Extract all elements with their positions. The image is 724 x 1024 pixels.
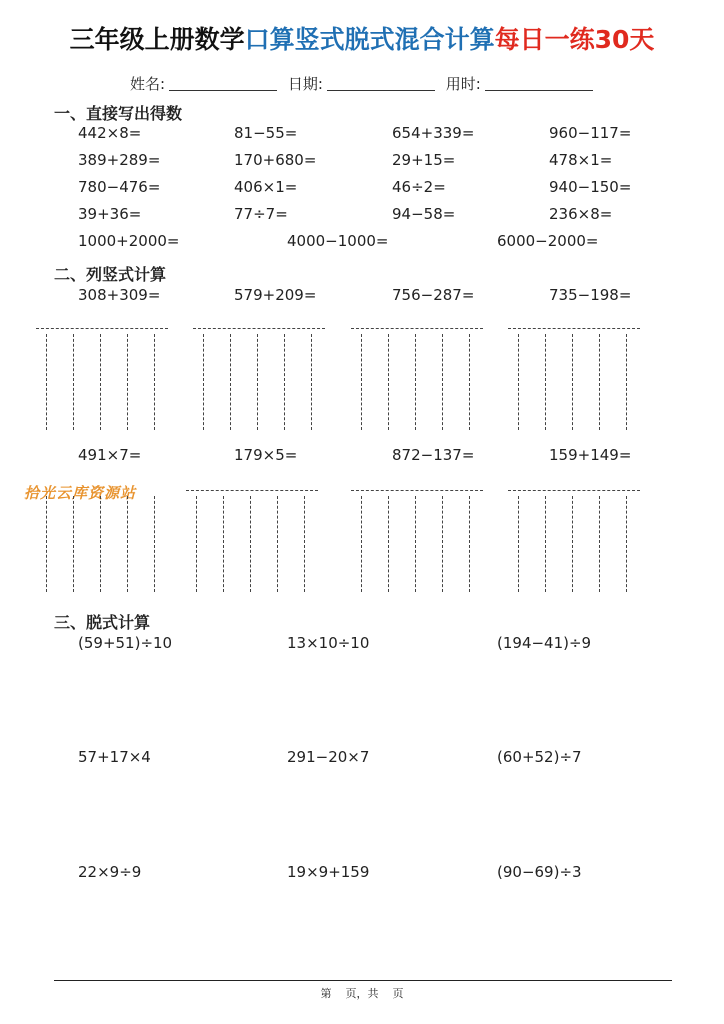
grid-column-line [626, 334, 627, 430]
vertical-problem: 179×5= [234, 446, 298, 464]
grid-column-line [46, 496, 47, 592]
date-field[interactable] [327, 76, 435, 91]
section-vertical-title: 二、列竖式计算 [54, 265, 167, 284]
vertical-problem: 159+149= [549, 446, 632, 464]
grid-column-line [46, 334, 47, 430]
time-label: 用时: [445, 75, 481, 93]
time-field[interactable] [485, 76, 593, 91]
grid-column-line [73, 334, 74, 430]
grid-column-line [518, 334, 519, 430]
oral-problem: 780−476= [78, 178, 161, 196]
oral-problem: 442×8= [78, 124, 142, 142]
stepwise-problem: 291−20×7 [287, 748, 370, 766]
grid-column-line [223, 496, 224, 592]
grid-column-line [388, 334, 389, 430]
grid-column-line [518, 496, 519, 592]
grid-column-line [415, 334, 416, 430]
stepwise-problem: 19×9+159 [287, 863, 370, 881]
vertical-calc-grid[interactable] [36, 490, 168, 594]
stepwise-problem: 13×10÷10 [287, 634, 370, 652]
grid-column-line [311, 334, 312, 430]
grid-column-line [469, 334, 470, 430]
section-stepwise-title: 三、脱式计算 [54, 613, 151, 632]
grid-column-line [284, 334, 285, 430]
grid-column-line [73, 496, 74, 592]
stepwise-problem: (194−41)÷9 [497, 634, 592, 652]
grid-column-line [572, 496, 573, 592]
oral-problem: 6000−2000= [497, 232, 599, 250]
grid-column-line [196, 496, 197, 592]
title-grade: 三年级上册数学 [69, 25, 245, 54]
grid-column-line [127, 496, 128, 592]
grid-column-line [250, 496, 251, 592]
oral-problem: 654+339= [392, 124, 475, 142]
grid-column-line [469, 496, 470, 592]
grid-column-line [100, 334, 101, 430]
grid-column-line [599, 334, 600, 430]
vertical-calc-grid[interactable] [508, 490, 640, 594]
name-label: 姓名: [130, 75, 166, 93]
grid-column-line [230, 334, 231, 430]
oral-problem: 406×1= [234, 178, 298, 196]
oral-problem: 39+36= [78, 205, 142, 223]
oral-problem: 389+289= [78, 151, 161, 169]
grid-top-line [351, 328, 483, 329]
oral-problem: 4000−1000= [287, 232, 389, 250]
vertical-calc-grid[interactable] [186, 490, 318, 594]
section-oral-title: 一、直接写出得数 [54, 104, 183, 123]
grid-top-line [351, 490, 483, 491]
vertical-calc-grid[interactable] [351, 490, 483, 594]
date-label: 日期: [287, 75, 323, 93]
oral-problem: 46÷2= [392, 178, 446, 196]
grid-column-line [100, 496, 101, 592]
vertical-calc-grid[interactable] [351, 328, 483, 432]
grid-column-line [361, 496, 362, 592]
grid-column-line [599, 496, 600, 592]
grid-top-line [186, 490, 318, 491]
vertical-calc-grid[interactable] [193, 328, 325, 432]
vertical-problem: 491×7= [78, 446, 142, 464]
grid-column-line [304, 496, 305, 592]
stepwise-problem: (59+51)÷10 [78, 634, 173, 652]
footer-divider [54, 980, 672, 981]
stepwise-problem: (90−69)÷3 [497, 863, 582, 881]
grid-column-line [415, 496, 416, 592]
vertical-problem: 308+309= [78, 286, 161, 304]
oral-problem: 478×1= [549, 151, 613, 169]
watermark: 拾光云库资源站 [24, 484, 137, 502]
grid-column-line [127, 334, 128, 430]
grid-column-line [154, 496, 155, 592]
grid-column-line [388, 496, 389, 592]
vertical-problem: 735−198= [549, 286, 632, 304]
page-title [0, 20, 724, 56]
stepwise-problem: 22×9÷9 [78, 863, 142, 881]
oral-problem: 940−150= [549, 178, 632, 196]
vertical-problem: 579+209= [234, 286, 317, 304]
grid-top-line [508, 328, 640, 329]
grid-column-line [442, 496, 443, 592]
vertical-problem: 872−137= [392, 446, 475, 464]
oral-problem: 77÷7= [234, 205, 288, 223]
grid-top-line [36, 328, 168, 329]
oral-problem: 29+15= [392, 151, 456, 169]
grid-column-line [154, 334, 155, 430]
page-number-footer: 第 页，共 页 [320, 987, 404, 1000]
grid-top-line [508, 490, 640, 491]
grid-column-line [203, 334, 204, 430]
info-row [130, 73, 599, 94]
grid-column-line [257, 334, 258, 430]
grid-column-line [572, 334, 573, 430]
vertical-problem: 756−287= [392, 286, 475, 304]
name-field[interactable] [169, 76, 277, 91]
grid-column-line [277, 496, 278, 592]
grid-top-line [193, 328, 325, 329]
grid-column-line [626, 496, 627, 592]
oral-problem: 170+680= [234, 151, 317, 169]
oral-problem: 94−58= [392, 205, 456, 223]
stepwise-problem: (60+52)÷7 [497, 748, 582, 766]
grid-column-line [545, 496, 546, 592]
vertical-calc-grid[interactable] [508, 328, 640, 432]
vertical-calc-grid[interactable] [36, 328, 168, 432]
oral-problem: 960−117= [549, 124, 632, 142]
oral-problem: 81−55= [234, 124, 298, 142]
grid-column-line [361, 334, 362, 430]
title-daily: 每日一练30天 [494, 25, 655, 54]
stepwise-problem: 57+17×4 [78, 748, 151, 766]
grid-column-line [442, 334, 443, 430]
title-topic: 口算竖式脱式混合计算 [244, 25, 495, 54]
oral-problem: 236×8= [549, 205, 613, 223]
oral-problem: 1000+2000= [78, 232, 180, 250]
grid-column-line [545, 334, 546, 430]
